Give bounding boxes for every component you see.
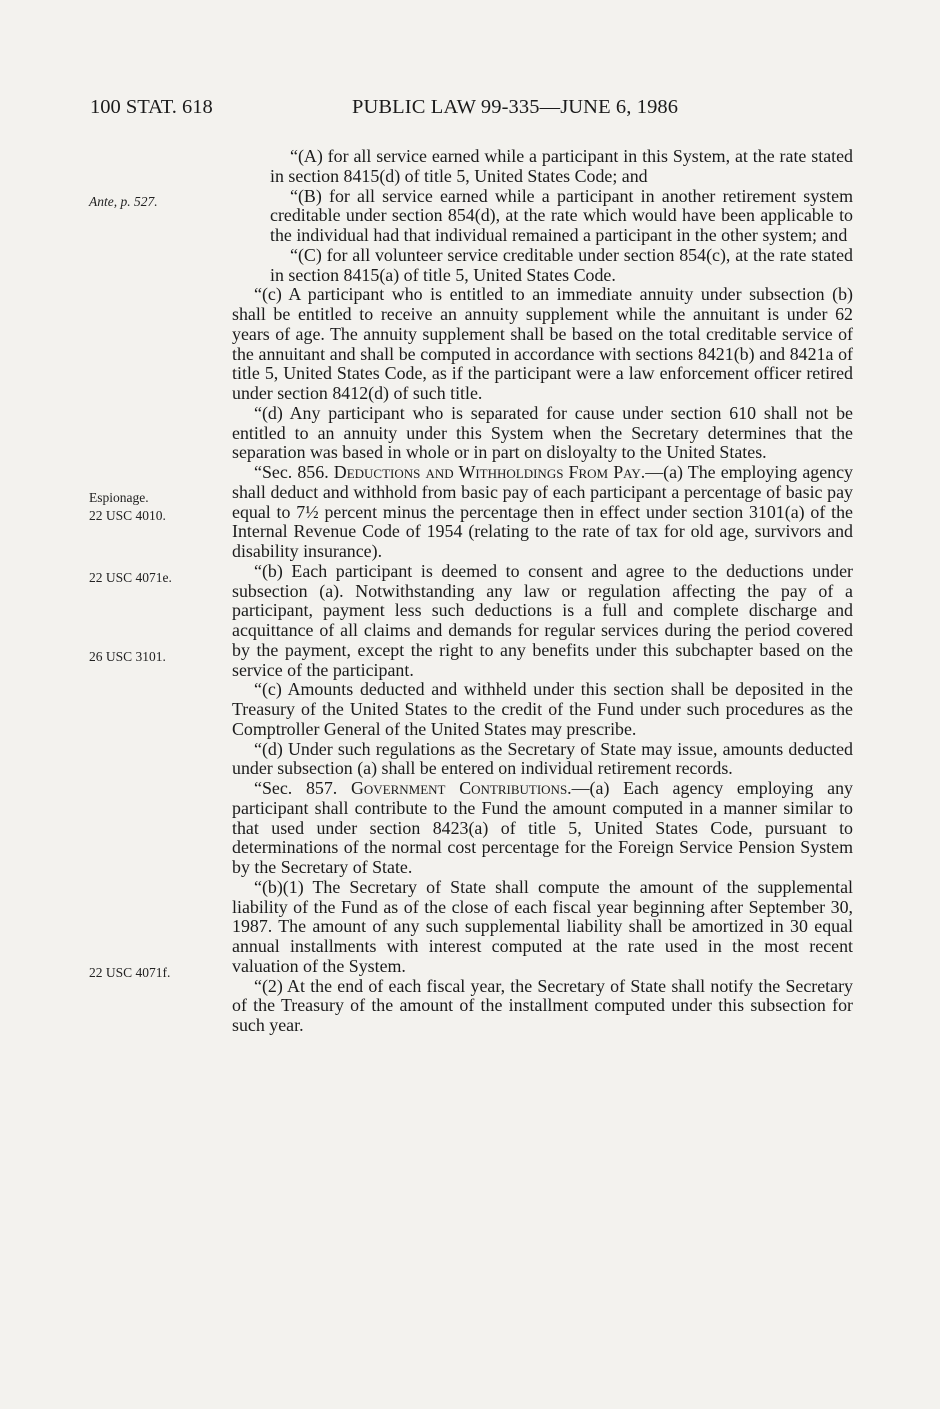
section-857-b2: “(2) At the end of each fiscal year, the Secretary of State shall notify the Secretary of the Treasury of the amount of the installment computed under this subsection for such year. [232,975,853,1035]
section-857-label: “Sec. 857. [254,778,338,798]
margin-note-ante: Ante, p. 527. [89,194,158,209]
paragraph-a: “(A) for all service earned while a participant in this System, at the rate stated in section 8415(d) of title 5, United States Code; and [270,146,853,186]
margin-note-22usc4071f: 22 USC 4071f. [89,965,171,980]
paragraph-d: “(d) Any participant who is separated for cause under section 610 shall not be entitled to an annuity under this System when the Secretary determines that the separation was based in whole or in part on disloyalty to the United States. [232,402,853,463]
statute-body [232,147,853,1036]
section-856-heading: Deductions and Withholdings From Pay. [333,462,646,482]
section-856-label: “Sec. 856. [254,462,329,482]
margin-note-22usc4010: 22 USC 4010. [89,508,166,523]
running-title: PUBLIC LAW 99-335—JUNE 6, 1986 [352,96,679,118]
margin-note-26usc3101: 26 USC 3101. [89,649,166,664]
paragraph-c: “(c) A participant who is entitled to an immediate annuity under subsection (b) shall be entitled to receive an annuity supplement while the annuitant is under 62 years of age. The annuity supplement shall be based on the total creditable service of the annuitant and shall be computed in accordance with sections 8421(b) and 8421a of title 5, United States Code, as if the participant were a law enforcement officer retired under section 8412(d) of such title. [232,284,853,403]
section-856-b: “(b) Each participant is deemed to consent and agree to the deductions under subsection (a). Notwithstanding any law or regulation affecting the pay of a participant, payment less such deductions is a full and complete discharge and acquittance of all claims and demands for regular services during the period covered by the payment, except the right to any benefits under this subchapter based on the service of the participant. [232,560,853,680]
margin-note-espionage: Espionage. [89,490,149,505]
paragraph-c-sub: “(C) for all volunteer service creditable under section 854(c), at the rate stated in section 8415(a) of title 5, United States Code. [270,244,853,285]
section-857 [232,779,853,878]
section-856 [232,463,853,562]
page-header [90,96,850,128]
section-856-d: “(d) Under such regulations as the Secretary of State may issue, amounts deducted under subsection (a) shall be entered on individual retirement records. [232,738,853,779]
page-number: 100 STAT. 618 [90,96,213,118]
section-857-heading: Government Contributions. [350,778,572,798]
section-856-c: “(c) Amounts deducted and withheld under this section shall be deposited in the Treasury of the United States to the credit of the Fund under such procedures as the Comptroller General of the United States may prescribe. [232,679,853,739]
margin-note-22usc4071e: 22 USC 4071e. [89,570,172,585]
section-856-text: —(a) The employing agency shall deduct and withhold from basic pay of each participant a percentage of basic pay equal to 7½ percent minus the percentage then in effect under section 3101(a) of the Internal Revenue Code of 1954 (relating to the rate of tax for old age, survivors and disability insurance). [232,462,853,561]
section-857-b1: “(b)(1) The Secretary of State shall compute the amount of the supplemental liability of the Fund as of the close of each fiscal year beginning after September 30, 1987. The amount of any such supplemental liability shall be amortized in 30 equal annual installments with interest computed at the rate used in the most recent valuation of the System. [232,876,853,976]
paragraph-b: “(B) for all service earned while a participant in another retirement system creditable under section 854(d), at the rate which would have been applicable to the individual had that individual remained a participant in the other system; and [270,185,853,245]
section-857-text: —(a) Each agency employing any participant shall contribute to the Fund the amount computed in a manner similar to that used under section 8423(a) of title 5, United States Code, pursuant to determinations of the normal cost percentage for the Foreign Service Pension System by the Secretary of State. [232,778,853,877]
